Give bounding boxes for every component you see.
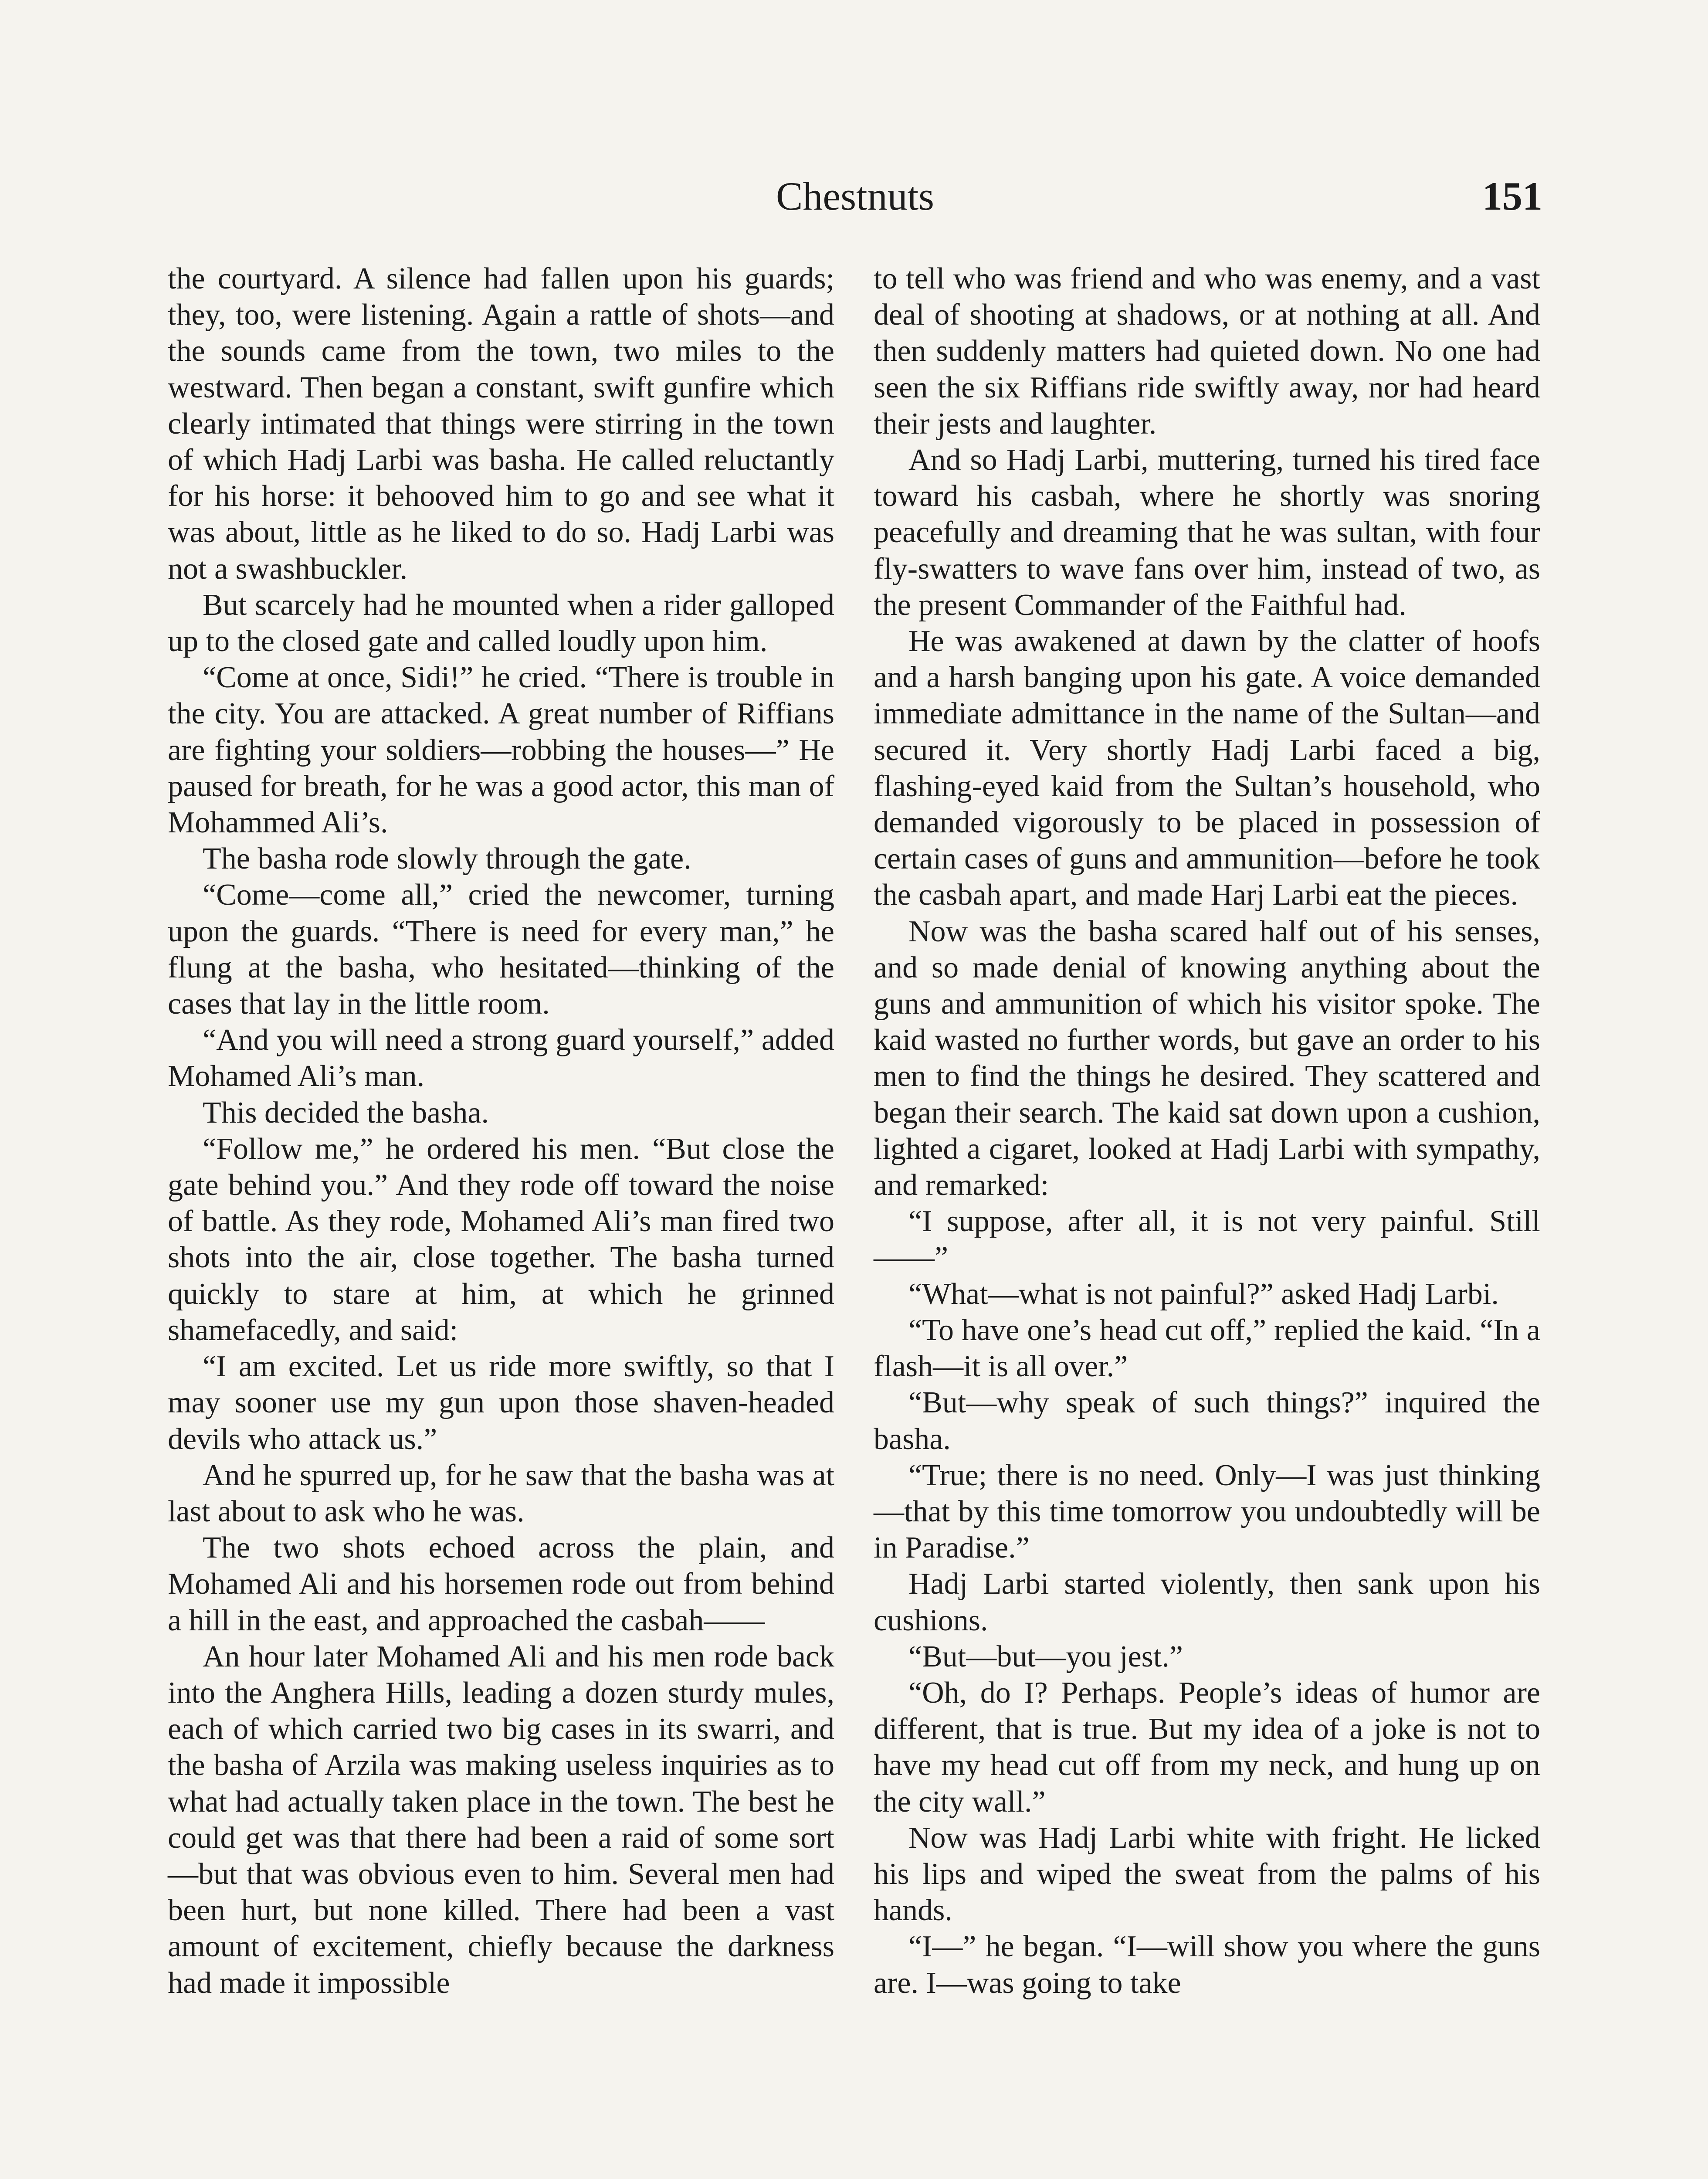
paragraph: “But—why speak of such things?” inquired the basha.	[874, 1386, 1540, 1456]
paragraph: “I suppose, after all, it is not very painful. Still——”	[874, 1205, 1540, 1275]
paragraph: “Come—come all,” cried the newcomer, turning upon the guards. “There is need for every man,” he flung at the basha, who hesitated—thinking of the cases that lay in the little room.	[168, 878, 834, 1021]
paragraph: the courtyard. A silence had fallen upon his guards; they, too, were listening. Again a rattle of shots—and the sounds came from the town, two miles to the westward. Then began a constant, swift gunfire which clearly intimated that things were stirring in the town of which Hadj Larbi was basha. He called reluctantly for his horse: it behooved him to go and see what it was about, little as he liked to do so. Hadj Larbi was not a swashbuckler.	[168, 262, 834, 586]
paragraph: Now was Hadj Larbi white with fright. He licked his lips and wiped the sweat from the palms of his hands.	[874, 1821, 1540, 1928]
paragraph: “Come at once, Sidi!” he cried. “There is trouble in the city. You are attacked. A great number of Riffians are fighting your soldiers—robbing the houses—” He paused for breath, for he was a good actor, this man of Mohammed Ali’s.	[168, 661, 834, 840]
paragraph: “Oh, do I? Perhaps. People’s ideas of humor are different, that is true. But my idea of a joke is not to have my head cut off from my neck, and hung up on the city wall.”	[874, 1676, 1540, 1819]
paragraph: “What—what is not painful?” asked Hadj Larbi.	[908, 1277, 1499, 1311]
paragraph: And he spurred up, for he saw that the basha was at last about to ask who he was.	[168, 1458, 834, 1528]
paragraph: This decided the basha.	[203, 1096, 489, 1130]
running-title: Chestnuts	[776, 174, 934, 218]
page-number: 151	[1482, 174, 1542, 218]
paragraph: “I—” he began. “I—will show you where the guns are. I—was going to take	[874, 1930, 1540, 2000]
paragraph: “And you will need a strong guard yourself,” added Mohamed Ali’s man.	[168, 1023, 834, 1093]
paragraph: And so Hadj Larbi, muttering, turned his tired face toward his casbah, where he shortly was snoring peacefully and dreaming that he was sultan, with four fly-swatters to wave fans over him, instead of two, as the present Commander of the Faithful had.	[874, 443, 1540, 622]
paragraph: But scarcely had he mounted when a rider galloped up to the closed gate and called loudly upon him.	[168, 588, 834, 658]
paragraph: “True; there is no need. Only—I was just thinking—that by this time tomorrow you undoubtedly will be in Paradise.”	[874, 1458, 1540, 1565]
paragraph: Now was the basha scared half out of his senses, and so made denial of knowing anything about the guns and ammunition of which his visitor spoke. The kaid wasted no further words, but gave an order to his men to find the things he desired. They scattered and began their search. The kaid sat down upon a cushion, lighted a cigaret, looked at Hadj Larbi with sympathy, and remarked:	[874, 914, 1540, 1202]
paragraph: Hadj Larbi started violently, then sank upon his cushions.	[874, 1567, 1540, 1637]
paragraph: He was awakened at dawn by the clatter of hoofs and a harsh banging upon his gate. A voice demanded immediate admittance in the name of the Sultan—and secured it. Very shortly Hadj Larbi faced a big, flashing-eyed kaid from the Sultan’s household, who demanded vigorously to be placed in possession of certain cases of guns and ammunition—before he took the casbah apart, and made Harj Larbi eat the pieces.	[874, 625, 1540, 912]
page-header	[168, 168, 1542, 224]
paragraph: An hour later Mohamed Ali and his men rode back into the Anghera Hills, leading a dozen sturdy mules, each of which carried two big cases in its swarri, and the basha of Arzila was making useless inquiries as to what had actually taken place in the town. The best he could get was that there had been a raid of some sort—but that was obvious even to him. Several men had been hurt, but none killed. There had been a vast amount of excitement, chiefly because the darkness had made it impossible	[168, 1639, 834, 2000]
paragraph: The basha rode slowly through the gate.	[203, 842, 691, 876]
paragraph: “To have one’s head cut off,” replied the kaid. “In a flash—it is all over.”	[874, 1313, 1540, 1384]
paragraph: “I am excited. Let us ride more swiftly, so that I may sooner use my gun upon those shaven-headed devils who attack us.”	[168, 1350, 834, 1456]
paragraph: to tell who was friend and who was enemy, and a vast deal of shooting at shadows, or at nothing at all. And then suddenly matters had quieted down. No one had seen the six Riffians ride swiftly away, nor had heard their jests and laughter.	[874, 262, 1540, 441]
left-column	[168, 261, 834, 2001]
paragraph: The two shots echoed across the plain, and Mohamed Ali and his horsemen rode out from behind a hill in the east, and approached the casbah——	[168, 1531, 834, 1637]
paragraph: “Follow me,” he ordered his men. “But close the gate behind you.” And they rode off toward the noise of battle. As they rode, Mohamed Ali’s man fired two shots into the air, close together. The basha turned quickly to stare at him, at which he grinned shamefacedly, and said:	[168, 1132, 834, 1347]
paragraph: “But—but—you jest.”	[908, 1639, 1183, 1673]
right-column	[874, 261, 1540, 2001]
